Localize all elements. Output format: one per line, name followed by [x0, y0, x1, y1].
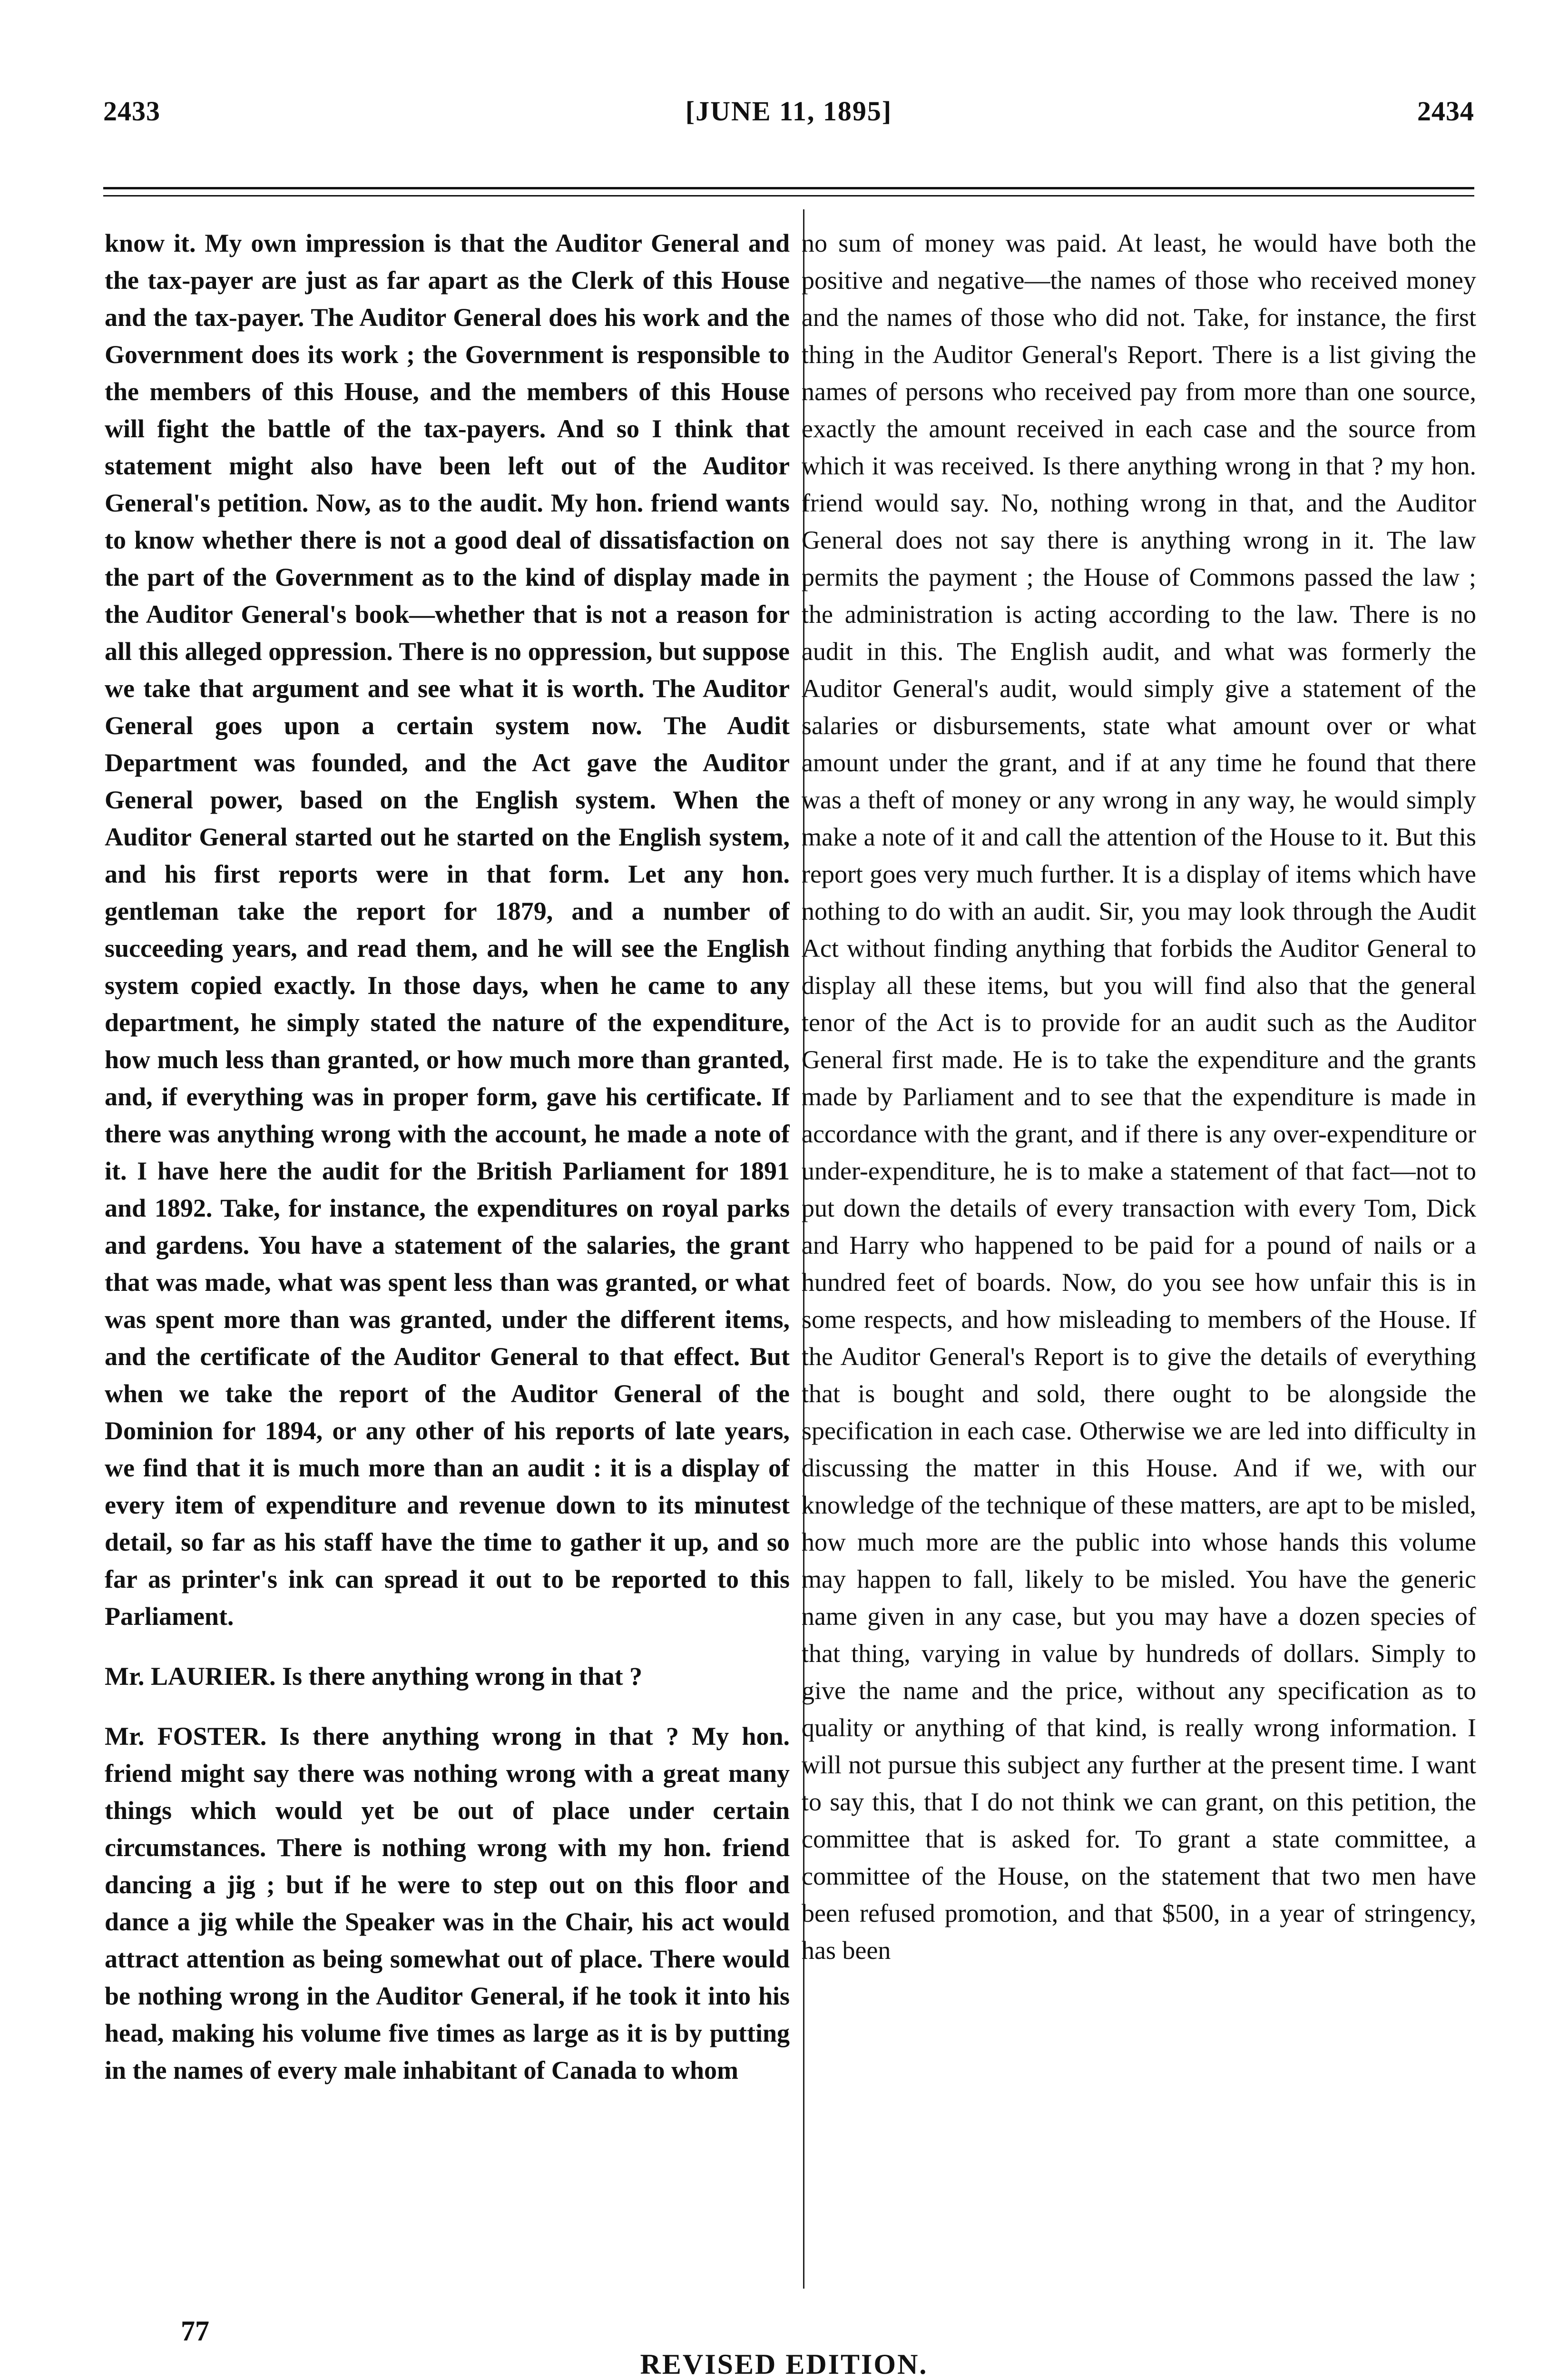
laurier-remark: [105, 1658, 790, 1695]
page-number-left: 2433: [103, 96, 160, 127]
right-column: [802, 225, 1476, 2285]
remark-text: Is there anything wrong in that ? My hon. friend might say there was nothing wrong with a great many things which would yet be out of place under certain circumstances. There is nothing wrong with my hon. friend dancing a jig ; but if he were to step out on this floor and dance a jig while the Speaker was in the Chair, his act would attract attention as being somewhat out of place. There would be nothing wrong in the Auditor General, if he took it into his head, making his volume five times as large as it is by putting in the names of every male inhabitant of Canada to whom: [105, 1722, 790, 2084]
right-paragraph: no sum of money was paid. At least, he would have both the positive and negative—the names of those who received money and the names of those who did not. Take, for instance, the first thing in the Auditor General's Report. There is a list giving the names of persons who received pay from more than one source, exactly the amount received in each case and the source from which it was received. Is there anything wrong in that ? my hon. friend would say. No, nothing wrong in that, and the Auditor General does not say there is anything wrong in it. The law permits the payment ; the House of Commons passed the law ; the administration is acting according to the law. There is no audit in this. The English audit, and what was formerly the Auditor General's audit, would simply give a statement of the salaries or disbursements, state what amount over or what amount under the grant, and if at any time he found that there was a theft of money or any wrong in any way, he would simply make a note of it and call the attention of the House to it. But this report goes very much further. It is a display of items which have nothing to do with an audit. Sir, you may look through the Audit Act without finding anything that forbids the Auditor General to display all these items, but you will find also that the general tenor of the Act is to provide for an audit such as the Auditor General first made. He is to take the expenditure and the grants made by Parliament and to see that the expenditure is made in accordance with the grant, and if there is any over-expenditure or under-expenditure, he is to make a statement of that fact—not to put down the details of every transaction with every Tom, Dick and Harry who happened to be paid for a pound of nails or a hundred feet of boards. Now, do you see how unfair this is in some respects, and how misleading to members of the House. If the Auditor General's Report is to give the details of everything that is bought and sold, there ought to be alongside the specification in each case. Otherwise we are led into difficulty in discussing the matter in this House. And if we, with our knowledge of the technique of these matters, are apt to be misled, how much more are the public into whose hands this volume may happen to fall, likely to be misled. You have the generic name given in any case, but you may have a dozen species of that thing, varying in value by hundreds of dollars. Simply to give the name and the price, without any specification as to quality or anything of that kind, is really wrong information. I will not pursue this subject any further at the present time. I want to say this, that I do not think we can grant, on this petition, the committee that is asked for. To grant a state committee, a committee of the House, on the statement that two men have been refused promotion, and that $500, in a year of stringency, has been: [802, 229, 1476, 1965]
header-date: [JUNE 11, 1895]: [685, 96, 892, 127]
page-header: [103, 95, 1474, 143]
foster-remark: [105, 1718, 790, 2089]
remark-text: Is there anything wrong in that ?: [275, 1662, 643, 1691]
speaker-name: Mr. FOSTER.: [105, 1722, 267, 1750]
header-rule-thick: [103, 187, 1474, 189]
header-rule-thin: [103, 195, 1474, 197]
left-column: [105, 225, 790, 2285]
edition-footer: REVISED EDITION.: [640, 2349, 928, 2379]
page-number-right: 2434: [1417, 96, 1474, 127]
speaker-name: Mr. LAURIER.: [105, 1662, 276, 1691]
signature-number: 77: [181, 2315, 209, 2347]
left-paragraph-continuation: know it. My own impression is that the Auditor General and the tax-payer are just as far apart as the Clerk of this House and the tax-payer. The Auditor General does his work and the Government does its work ; the Government is responsible to the members of this House, and the members of this House will fight the battle of the tax-payers. And so I think that statement might also have been left out of the Auditor General's petition. Now, as to the audit. My hon. friend wants to know whether there is not a good deal of dissatisfaction on the part of the Government as to the kind of display made in the Auditor General's book—whether that is not a reason for all this alleged oppression. There is no oppression, but suppose we take that argument and see what it is worth. The Auditor General goes upon a certain system now. The Audit Department was founded, and the Act gave the Auditor General power, based on the English system. When the Auditor General started out he started on the English system, and his first reports were in that form. Let any hon. gentleman take the report for 1879, and a number of succeeding years, and read them, and he will see the English system copied exactly. In those days, when he came to any department, he simply stated the nature of the expenditure, how much less than granted, or how much more than granted, and, if everything was in proper form, gave his certificate. If there was anything wrong with the account, he made a note of it. I have here the audit for the British Parliament for 1891 and 1892. Take, for instance, the expenditures on royal parks and gardens. You have a statement of the salaries, the grant that was made, what was spent less than was granted, or what was spent more than was granted, under the different items, and the certificate of the Auditor General to that effect. But when we take the report of the Auditor General of the Dominion for 1894, or any other of his reports of late years, we find that it is much more than an audit : it is a display of every item of expenditure and revenue down to its minutest detail, so far as his staff have the time to gather it up, and so far as printer's ink can spread it out to be reported to this Parliament.: [105, 229, 790, 1631]
